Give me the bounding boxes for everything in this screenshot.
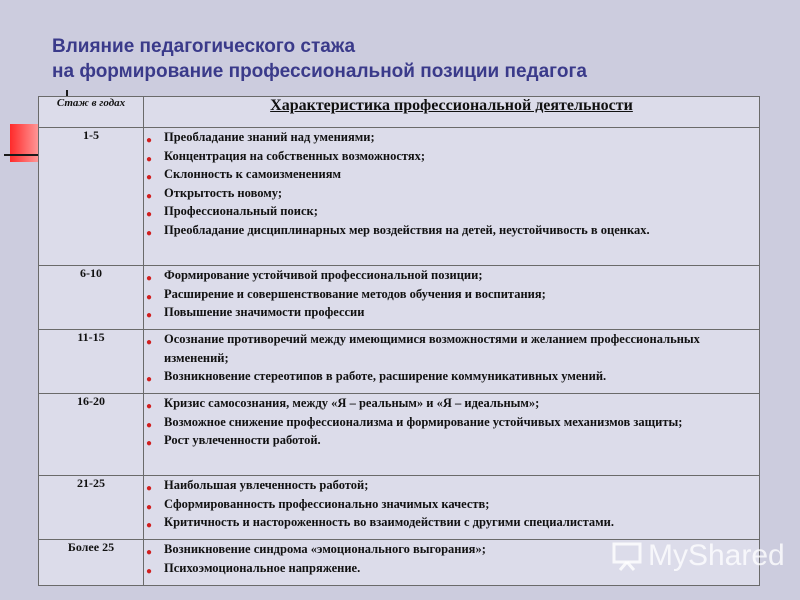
characteristics-list xyxy=(144,266,759,322)
list-item xyxy=(144,476,759,495)
list-item-text: Расширение и совершенствование методов обучения и воспитания; xyxy=(164,286,546,301)
list-item xyxy=(144,184,759,203)
list-item-text: Повышение значимости профессии xyxy=(164,305,365,319)
characteristics-cell xyxy=(144,476,760,540)
header-characteristic: Характеристика профессиональной деятельности xyxy=(144,97,760,128)
bullet-icon: ● xyxy=(146,419,153,431)
characteristics-list xyxy=(144,476,759,532)
list-item-text: Преобладание дисциплинарных мер воздействия на детей, неустойчивость в оценках. xyxy=(164,222,650,237)
table-row xyxy=(39,476,760,540)
bullet-icon: ● xyxy=(146,310,153,321)
list-item-text: Рост увлеченности работой. xyxy=(164,433,321,447)
bullet-icon: ● xyxy=(146,172,153,183)
list-item-text: Возможное снижение профессионализма и формирование устойчивых механизмов защиты; xyxy=(164,414,683,429)
slide-title xyxy=(52,34,752,84)
list-item xyxy=(144,128,759,147)
bullet-icon: ● xyxy=(146,501,153,513)
list-item xyxy=(144,303,759,322)
list-item xyxy=(144,413,759,432)
list-item xyxy=(144,165,759,184)
characteristics-cell xyxy=(144,266,760,330)
list-item xyxy=(144,285,759,304)
bullet-icon: ● xyxy=(146,190,153,202)
years-cell: 1-5 xyxy=(39,128,144,266)
list-item xyxy=(144,221,759,240)
list-item xyxy=(144,495,759,514)
title-line-2: на формирование профессиональной позиции педагога xyxy=(52,61,587,82)
list-item-text: Формирование устойчивой профессиональной позиции; xyxy=(164,268,483,282)
years-cell: 6-10 xyxy=(39,266,144,330)
watermark xyxy=(612,536,785,576)
list-item-text: Профессиональный поиск; xyxy=(164,204,318,218)
characteristics-cell xyxy=(144,128,760,266)
years-cell: 11-15 xyxy=(39,330,144,394)
bullet-icon: ● xyxy=(146,227,153,239)
watermark-text: MyShared xyxy=(648,539,785,572)
table-row xyxy=(39,394,760,476)
bullet-icon: ● xyxy=(146,483,153,494)
characteristics-cell xyxy=(144,394,760,476)
list-item-text: Кризис самосознания, между «Я – реальным» и «Я – идеальным»; xyxy=(164,396,540,410)
list-item-text: Критичность и настороженность во взаимодействии с другими специалистами. xyxy=(164,515,614,529)
bullet-icon: ● xyxy=(146,135,153,146)
list-item xyxy=(144,266,759,285)
list-item-text: Преобладание знаний над умениями; xyxy=(164,130,375,144)
presentation-icon xyxy=(612,541,642,571)
header-years: Стаж в годах xyxy=(39,97,144,128)
list-item-text: Психоэмоциональное напряжение. xyxy=(164,560,361,575)
list-item xyxy=(144,367,759,386)
years-cell: 16-20 xyxy=(39,394,144,476)
table-row xyxy=(39,330,760,394)
list-item-text: Возникновение синдрома «эмоционального выгорания»; xyxy=(164,542,486,556)
list-item-text: Осознание противоречий между имеющимися возможностями и желанием профессиональных изменений; xyxy=(164,332,700,365)
table-row xyxy=(39,128,760,266)
list-item-text: Открытость новому; xyxy=(164,185,283,200)
list-item xyxy=(144,202,759,221)
years-cell: Более 25 xyxy=(39,540,144,586)
list-item-text: Сформированность профессионально значимых качеств; xyxy=(164,496,490,511)
characteristics-list xyxy=(144,394,759,450)
bullet-icon: ● xyxy=(146,401,153,412)
characteristics-cell xyxy=(144,330,760,394)
list-item-text: Возникновение стереотипов в работе, расширение коммуникативных умений. xyxy=(164,369,607,383)
table-header-row xyxy=(39,97,760,128)
list-item-text: Концентрация на собственных возможностях; xyxy=(164,148,426,163)
list-item-text: Наибольшая увлеченность работой; xyxy=(164,478,369,492)
list-item-text: Склонность к самоизменениям xyxy=(164,167,341,181)
bullet-icon: ● xyxy=(146,565,153,577)
list-item xyxy=(144,330,759,367)
list-item xyxy=(144,147,759,166)
experience-table xyxy=(38,96,760,586)
list-item xyxy=(144,513,759,532)
bullet-icon: ● xyxy=(146,291,153,303)
bullet-icon: ● xyxy=(146,153,153,165)
list-item xyxy=(144,431,759,450)
title-line-1: Влияние педагогического стажа xyxy=(52,36,356,57)
bullet-icon: ● xyxy=(146,547,153,558)
characteristics-list xyxy=(144,330,759,386)
characteristics-list xyxy=(144,128,759,239)
bullet-icon: ● xyxy=(146,520,153,531)
bullet-icon: ● xyxy=(146,273,153,284)
list-item xyxy=(144,394,759,413)
years-cell: 21-25 xyxy=(39,476,144,540)
bullet-icon: ● xyxy=(146,374,153,385)
bullet-icon: ● xyxy=(146,209,153,220)
bullet-icon: ● xyxy=(146,337,153,348)
table-row xyxy=(39,266,760,330)
bullet-icon: ● xyxy=(146,438,153,449)
